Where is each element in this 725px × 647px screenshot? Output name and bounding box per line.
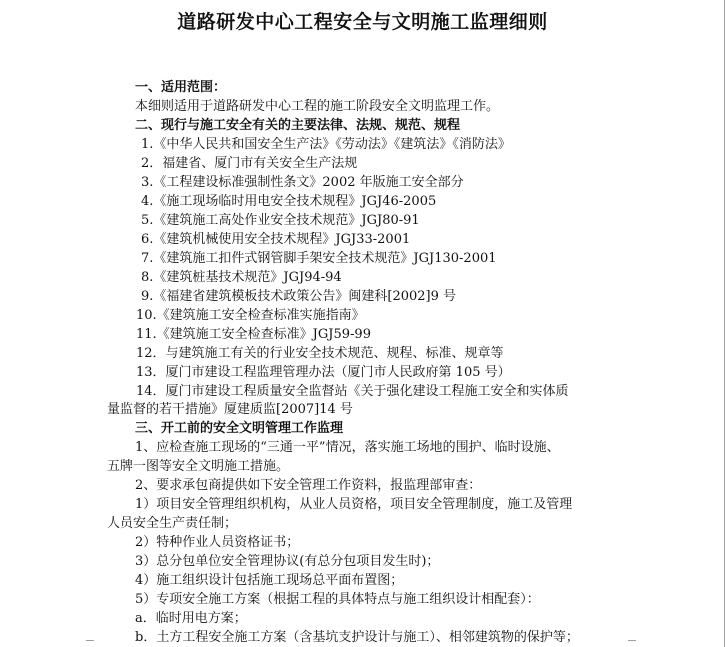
margin-mark-right: [628, 640, 636, 641]
list-item: 2．福建省、厦门市有关安全生产法规: [141, 156, 358, 171]
section-heading-laws: 二、现行与施工安全有关的主要法律、法规、规范、规程: [135, 118, 461, 133]
list-item-continuation: 量监督的若干措施》厦建质监[2007]14 号: [107, 402, 353, 417]
list-item: 7.《建筑施工扣件式钢管脚手架安全技术规范》JGJ130-2001: [141, 251, 497, 266]
list-item: 4.《施工现场临时用电安全技术规程》JGJ46-2005: [141, 194, 437, 209]
paragraph: 2、要求承包商提供如下安全管理工作资料，报监理部审查：: [135, 478, 482, 493]
document-title: 道路研发中心工程安全与文明施工监理细则: [177, 11, 548, 33]
paragraph-continuation: 五牌一图等安全文明施工措施。: [107, 459, 290, 474]
sub-sub-item: a．临时用电方案；: [135, 611, 247, 626]
list-item: 6.《建筑机械使用安全技术规程》JGJ33-2001: [141, 232, 411, 247]
section-heading-preconstruction: 三、开工前的安全文明管理工作监理: [135, 421, 344, 436]
margin-mark-left: [86, 640, 94, 641]
list-item: 13．厦门市建设工程监理管理办法（厦门市人民政府第 105 号）: [136, 365, 511, 380]
sub-item: 2）特种作业人员资格证书；: [135, 535, 300, 550]
section-heading-scope: 一、适用范围：: [135, 80, 227, 95]
sub-sub-item: b．土方工程安全施工方案（含基坑支护设计与施工）、相邻建筑物的保护等；: [135, 630, 579, 645]
sub-item: 5）专项安全施工方案（根据工程的具体特点与施工组织设计相配套）：: [135, 592, 540, 607]
list-item: 8.《建筑桩基技术规范》JGJ94-94: [141, 270, 342, 285]
sub-item-continuation: 人员安全生产责任制；: [107, 516, 238, 531]
list-item: 12．与建筑施工有关的行业安全技术规范、规程、标准、规章等: [136, 346, 504, 361]
list-item: 10.《建筑施工安全检查标准实施指南》: [136, 308, 365, 323]
paragraph: 1、应检查施工现场的“三通一平”情况，落实施工场地的围护、临时设施、: [135, 440, 560, 455]
paragraph-scope: 本细则适用于道路研发中心工程的施工阶段安全文明监理工作。: [135, 99, 500, 114]
list-item: 14．厦门市建设工程质量安全监督站《关于强化建设工程施工安全和实体质: [136, 384, 569, 399]
list-item: 3.《工程建设标准强制性条文》2002 年版施工安全部分: [141, 175, 464, 190]
list-item: 5.《建筑施工高处作业安全技术规范》JGJ80-91: [141, 213, 420, 228]
list-item: 11.《建筑施工安全检查标准》JGJ59-99: [136, 327, 371, 342]
list-item: 9.《福建省建筑模板技术政策公告》闽建科[2002]9 号: [141, 289, 457, 304]
sub-item: 1）项目安全管理组织机构，从业人员资格，项目安全管理制度，施工及管理: [135, 497, 573, 512]
sub-item: 3）总分包单位安全管理协议(有总分包项目发生时)；: [135, 554, 440, 569]
list-item: 1.《中华人民共和国安全生产法》《劳动法》《建筑法》《消防法》: [141, 137, 511, 152]
sub-item: 4）施工组织设计包括施工现场总平面布置图；: [135, 573, 404, 588]
